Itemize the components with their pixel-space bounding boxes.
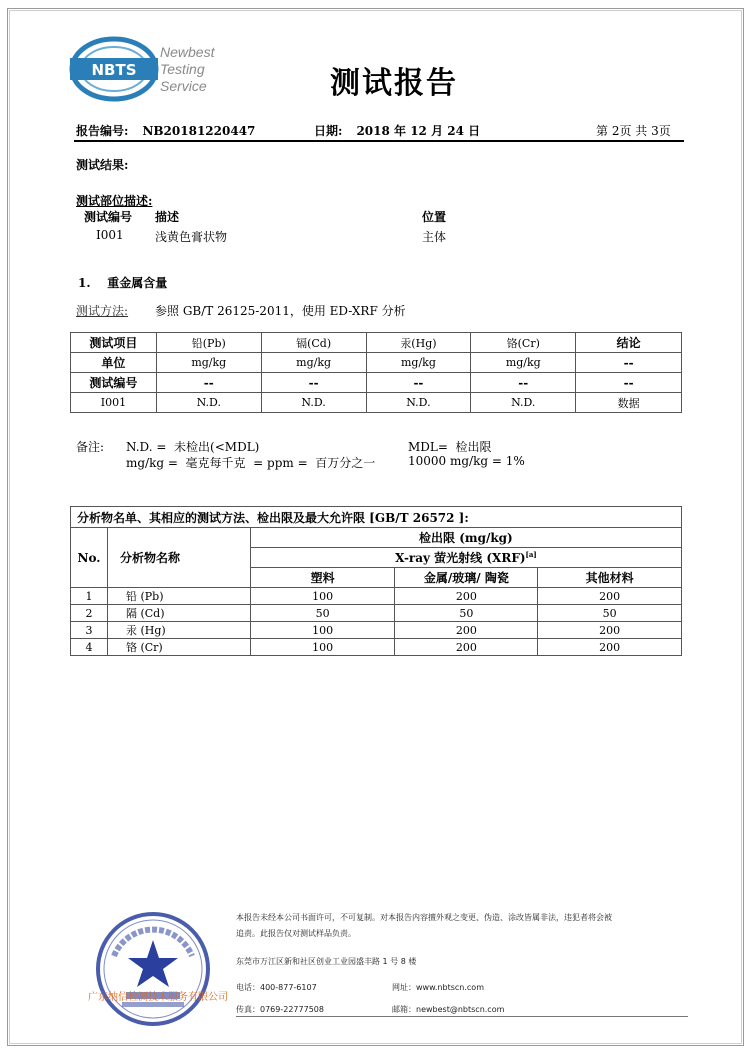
table-cell: 4	[71, 639, 108, 656]
table-cell: 金属/玻璃/ 陶瓷	[395, 568, 538, 588]
footer-disclaimer-2: 追责。此报告仅对测试样品负责。	[236, 929, 356, 938]
logo-line-3: Service	[160, 78, 207, 94]
header-divider	[74, 140, 684, 142]
table-row	[71, 373, 682, 393]
table-cell: 铅 (Pb)	[107, 588, 250, 605]
analyte-limits-table	[70, 506, 682, 656]
company-seal-icon	[94, 910, 212, 1028]
table-cell: 200	[538, 639, 682, 656]
table-row	[71, 528, 682, 548]
table-cell: 塑料	[250, 568, 395, 588]
table-cell: 数据	[576, 393, 682, 413]
parts-col-id: 测试编号	[84, 210, 133, 224]
method-text: 参照 GB/T 26125-2011，使用 ED-XRF 分析	[155, 304, 406, 318]
table-row	[71, 507, 682, 528]
table-cell: 汞(Hg)	[366, 333, 471, 353]
table-cell: --	[471, 373, 576, 393]
method-label: 测试方法:	[76, 304, 129, 318]
footer-website[interactable]: 网址：www.nbtscn.com	[392, 983, 484, 992]
table-cell: N.D.	[366, 393, 471, 413]
table-cell: 50	[395, 605, 538, 622]
table-cell: 镉(Cd)	[261, 333, 366, 353]
notes-label: 备注:	[76, 440, 105, 454]
table-cell: --	[261, 373, 366, 393]
footer-fax: 传真：0769-22777508	[236, 1005, 324, 1014]
parts-col-desc: 描述	[155, 210, 180, 224]
method-name: X-ray 萤光射线 (XRF)	[395, 551, 526, 565]
table-cell: mg/kg	[261, 353, 366, 373]
table-cell: I001	[71, 393, 157, 413]
parts-row-pos: 主体	[422, 230, 447, 244]
parts-row-id: I001	[96, 228, 124, 242]
parts-row-desc: 浅黄色膏状物	[155, 230, 228, 244]
table-row	[71, 588, 682, 605]
table-cell: 2	[71, 605, 108, 622]
table-cell: --	[576, 373, 682, 393]
report-date-label: 日期:	[314, 124, 343, 138]
logo-line-1: Newbest	[160, 44, 215, 60]
table-cell: mg/kg	[366, 353, 471, 373]
heavy-metal-results-table	[70, 332, 682, 413]
method-footnote: [a]	[525, 550, 537, 559]
table-cell: 200	[538, 588, 682, 605]
table-cell: 3	[71, 622, 108, 639]
table-cell: 测试编号	[71, 373, 157, 393]
table-cell: 50	[538, 605, 682, 622]
table-cell: --	[576, 353, 682, 373]
table-cell: N.D.	[261, 393, 366, 413]
table-cell: 单位	[71, 353, 157, 373]
report-title: 测试报告	[330, 66, 458, 101]
seal-company-name: 广东纳信检测技术服务有限公司	[88, 992, 228, 1003]
table-cell: --	[156, 373, 261, 393]
table-row	[71, 605, 682, 622]
table-cell: 铬(Cr)	[471, 333, 576, 353]
table-cell: 200	[395, 622, 538, 639]
table-cell: No.	[71, 528, 108, 588]
nbts-logo-icon	[68, 36, 160, 102]
note-conversion: 10000 mg/kg = 1%	[408, 454, 525, 468]
table-row	[71, 393, 682, 413]
table-cell: 隔 (Cd)	[107, 605, 250, 622]
table-cell: 测试项目	[71, 333, 157, 353]
table-cell: 1	[71, 588, 108, 605]
table-cell: 200	[395, 639, 538, 656]
table-cell: mg/kg	[156, 353, 261, 373]
report-number	[76, 122, 255, 139]
table-cell: N.D.	[156, 393, 261, 413]
logo-line-2: Testing	[160, 61, 205, 77]
note-mdl: MDL= 检出限	[408, 440, 492, 454]
table-cell	[250, 548, 681, 568]
section-heavy-metals-title: 1. 重金属含量	[78, 276, 168, 290]
table-cell: 铅(Pb)	[156, 333, 261, 353]
table-cell: 分析物名称	[107, 528, 250, 588]
report-date	[314, 122, 480, 139]
table-row	[71, 639, 682, 656]
footer-disclaimer-1: 本报告未经本公司书面许可，不可复制。对本报告内容擅外观之变更、伪造、涂改皆属非法，违犯者将会被	[236, 913, 612, 922]
footer-email[interactable]: 邮箱：newbest@nbtscn.com	[392, 1005, 505, 1014]
footer-address: 东莞市万江区新和社区创业工业园盛丰路 1 号 8 楼	[236, 957, 417, 966]
table-row	[71, 353, 682, 373]
table-cell: --	[366, 373, 471, 393]
logo-abbr: NBTS	[91, 61, 137, 79]
note-nd: N.D. = 未检出(<MDL)	[126, 440, 260, 454]
report-number-label: 报告编号:	[76, 124, 129, 138]
page-number: 第 2页 共 3页	[596, 124, 671, 138]
table-cell: 其他材料	[538, 568, 682, 588]
footer-divider	[236, 1016, 688, 1017]
table-cell: 100	[250, 639, 395, 656]
parts-col-pos: 位置	[422, 210, 447, 224]
results-label: 测试结果:	[76, 158, 129, 172]
logo-wordmark	[160, 44, 214, 95]
table-cell: mg/kg	[471, 353, 576, 373]
footer-phone: 电话：400-877-6107	[236, 983, 317, 992]
table-cell: 汞 (Hg)	[107, 622, 250, 639]
table-cell: 铬 (Cr)	[107, 639, 250, 656]
table-cell: 100	[250, 622, 395, 639]
table-cell: 结论	[576, 333, 682, 353]
table-cell: 100	[250, 588, 395, 605]
table-cell: 50	[250, 605, 395, 622]
table-row	[71, 622, 682, 639]
table-cell: 200	[395, 588, 538, 605]
note-mgkg: mg/kg = 毫克每千克 = ppm = 百万分之一	[126, 456, 376, 470]
report-number-value: NB20181220447	[142, 124, 256, 138]
table-cell: N.D.	[471, 393, 576, 413]
table-cell: 检出限 (mg/kg)	[250, 528, 681, 548]
report-date-value: 2018 年 12 月 24 日	[356, 124, 481, 138]
parts-label: 测试部位描述:	[76, 194, 153, 208]
analyte-table-caption: 分析物名单、其相应的测试方法、检出限及最大允许限 [GB/T 26572 ]:	[71, 507, 682, 528]
table-row	[71, 333, 682, 353]
table-cell: 200	[538, 622, 682, 639]
